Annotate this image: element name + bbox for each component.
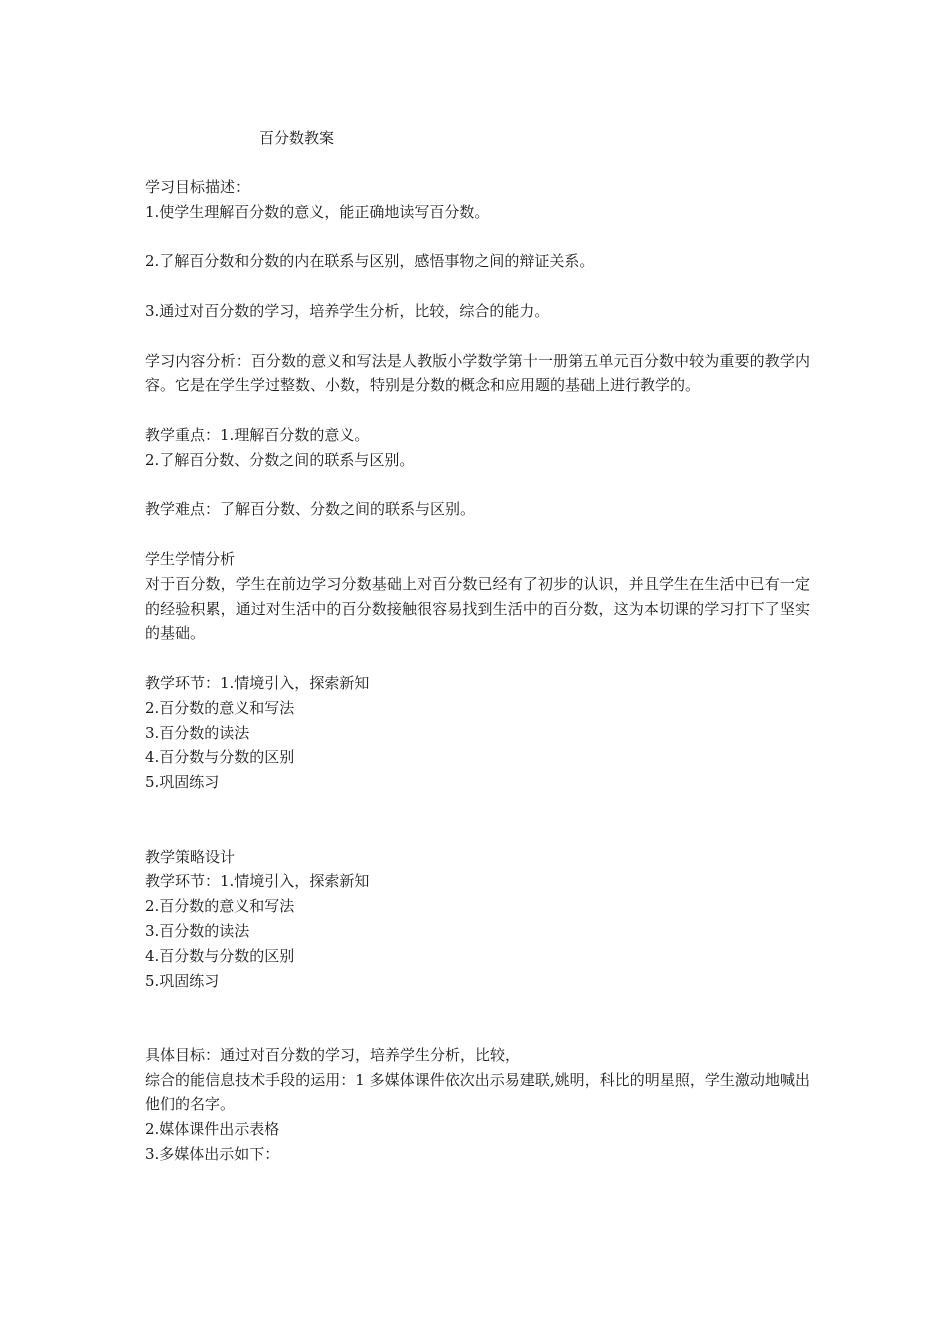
specific-line-4: 3.多媒体出示如下： [145, 1145, 280, 1164]
goal-item-3: 3.通过对百分数的学习，培养学生分析，比较，综合的能力。 [145, 301, 550, 320]
step-item-5: 5.巩固练习 [145, 773, 220, 792]
difficulty-line: 教学难点：了解百分数、分数之间的联系与区别。 [145, 500, 476, 519]
specific-goal-paragraph: 综合的能信息技术手段的运用：1 多媒体课件依次出示易建联,姚明，科比的明星照，学生激动地喊出他们的名字。 [145, 1070, 810, 1114]
step-item-2: 2.百分数的意义和写法 [145, 698, 295, 717]
specific-goal-line: 具体目标：通过对百分数的学习，培养学生分析，比较， [145, 1045, 521, 1064]
step-item-4: 4.百分数与分数的区别 [145, 748, 295, 767]
student-analysis-paragraph: 对于百分数，学生在前边学习分数基础上对百分数已经有了初步的认识，并且学生在生活中已有一定的经验积累，通过对生活中的百分数接触很容易找到生活中的百分数，这为本切课的学习打下了坚实的基础。 [145, 574, 810, 643]
student-analysis-heading: 学生学情分析 [145, 549, 236, 568]
goal-item-2: 2.了解百分数和分数的内在联系与区别，感悟事物之间的辩证关系。 [145, 252, 595, 271]
strategy-step-4: 4.百分数与分数的区别 [145, 946, 295, 965]
step-item-1: 教学环节：1.情境引入，探索新知 [145, 673, 370, 692]
document-body [145, 175, 810, 1167]
goal-item-1: 1.使学生理解百分数的意义，能正确地读写百分数。 [145, 202, 490, 221]
key-points-line-2: 2.了解百分数、分数之间的联系与区别。 [145, 450, 415, 469]
goals-heading: 学习目标描述： [145, 178, 251, 196]
strategy-step-5: 5.巩固练习 [145, 971, 220, 990]
strategy-step-2: 2.百分数的意义和写法 [145, 897, 295, 916]
page-title: 百分数教案 [259, 129, 335, 147]
key-points-line-1: 教学重点：1.理解百分数的意义。 [145, 425, 370, 444]
step-item-3: 3.百分数的读法 [145, 723, 250, 742]
specific-line-3: 2.媒体课件出示表格 [145, 1120, 280, 1139]
content-analysis-paragraph: 学习内容分析：百分数的意义和写法是人教版小学数学第十一册第五单元百分数中较为重要的教学内容。它是在学生学过整数、小数，特别是分数的概念和应用题的基础上进行教学的。 [145, 351, 810, 395]
strategy-heading: 教学策略设计 [145, 847, 236, 866]
strategy-step-3: 3.百分数的读法 [145, 921, 250, 940]
strategy-step-1: 教学环节：1.情境引入，探索新知 [145, 872, 370, 891]
